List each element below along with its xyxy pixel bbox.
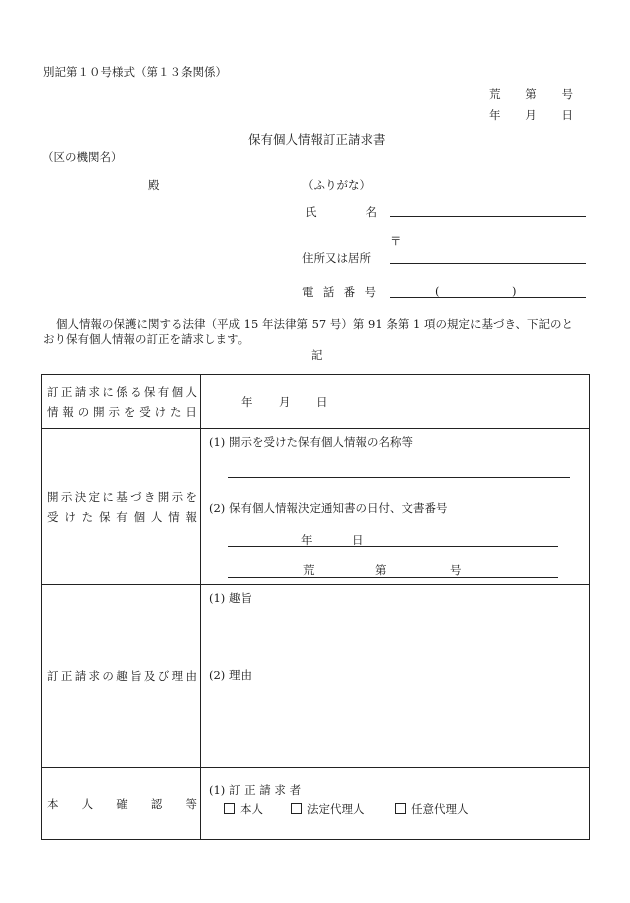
label-disclosed-info-line2 [47, 507, 197, 527]
label-char: 個 [133, 509, 146, 524]
name-field[interactable] [390, 216, 586, 217]
date-day: 日 [561, 108, 573, 122]
checkbox-icon [291, 803, 302, 814]
date-year: 年 [489, 108, 501, 122]
label-char: 正 [60, 669, 73, 683]
label-disclosed-info [42, 429, 201, 585]
r3-reason: (2) 理由 [209, 668, 252, 682]
label-char: る [130, 384, 142, 399]
label-char: の [102, 669, 114, 683]
phone-label-4: 号 [364, 285, 376, 299]
label-char: 有 [116, 509, 128, 524]
label-char: 示 [108, 404, 120, 419]
r2-item2: (2) 保有個人情報決定通知書の日付、文書番号 [209, 501, 448, 515]
label-char: 求 [88, 384, 101, 399]
option-voluntary-rep[interactable] [395, 801, 469, 817]
label-char: 示 [60, 489, 73, 504]
label-correction-reason-line [47, 666, 197, 686]
label-char: 個 [171, 384, 184, 399]
phone-paren-close: ) [512, 284, 517, 298]
label-char: 趣 [116, 669, 128, 683]
label-disclosure-date [42, 375, 201, 429]
label-char: 決 [74, 489, 87, 504]
label-char: 示 [171, 489, 184, 504]
option-legal-rep-label: 法定代理人 [307, 802, 365, 816]
ref-c: 号 [561, 87, 573, 101]
label-char: 訂 [47, 384, 59, 399]
label-identity-check [42, 768, 201, 840]
r2-ref-b: 第 [375, 563, 387, 577]
label-char: 確 [116, 796, 128, 811]
r2-day: 日 [352, 533, 364, 547]
label-char: 理 [171, 669, 184, 683]
phone-paren-open: ( [435, 284, 440, 298]
label-char: 報 [185, 509, 197, 524]
phone-label-2: 話 [322, 285, 335, 299]
cell-correction-reason[interactable] [201, 585, 590, 768]
label-char: 有 [157, 384, 170, 399]
label-char: づ [130, 489, 142, 504]
option-legal-rep[interactable] [291, 801, 365, 817]
label-disclosure-date-line2 [47, 402, 197, 422]
label-char: 請 [74, 669, 87, 683]
option-voluntary-rep-label: 任意代理人 [411, 802, 469, 816]
phone-label-1: 電 [302, 285, 314, 299]
label-char: 由 [185, 669, 197, 683]
option-self-label: 本人 [240, 802, 263, 816]
header-date [489, 107, 573, 123]
r2-item1: (1) 開示を受けた保有個人情報の名称等 [209, 435, 413, 449]
label-char: け [154, 404, 167, 419]
phone-label [302, 284, 376, 300]
postal-mark: 〒 [390, 234, 402, 248]
name-label-1: 氏 [305, 205, 317, 219]
r1-day: 日 [316, 395, 328, 409]
r2-date-field[interactable] [228, 546, 558, 547]
ki-label: 記 [311, 348, 323, 362]
r2-info-name-field[interactable] [228, 477, 570, 478]
checkbox-icon [224, 803, 235, 814]
r1-year: 年 [241, 395, 253, 409]
label-char: 開 [157, 489, 170, 504]
row-disclosed-info [42, 429, 590, 585]
row-identity-check [42, 768, 590, 840]
label-disclosed-info-line1 [47, 487, 197, 507]
label-char: を [185, 489, 197, 504]
label-char: 基 [116, 489, 128, 504]
name-label [305, 204, 377, 220]
label-char: を [123, 404, 136, 419]
cell-disclosed-info [201, 429, 590, 585]
request-table [41, 374, 590, 840]
furigana-label: （ふりがな） [302, 178, 371, 192]
phone-field[interactable] [390, 297, 586, 298]
label-char: た [81, 509, 94, 524]
row-disclosure-date [42, 375, 590, 429]
label-char: び [157, 669, 170, 683]
label-char: 係 [116, 384, 128, 399]
ref-b: 第 [525, 87, 537, 101]
option-self[interactable] [224, 801, 263, 817]
ref-a: 荒 [489, 87, 501, 101]
name-label-2: 名 [365, 205, 377, 219]
label-char: 求 [88, 669, 101, 683]
date-month: 月 [525, 108, 537, 122]
label-char: に [102, 489, 114, 504]
form-title: 保有個人情報訂正請求書 [248, 132, 386, 147]
label-char: 旨 [130, 669, 142, 683]
label-correction-reason [42, 585, 201, 768]
row-correction-reason [42, 585, 590, 768]
cell-disclosure-date[interactable] [201, 375, 590, 429]
r2-year: 年 [301, 533, 313, 547]
address-label: 住所又は居所 [302, 251, 371, 265]
label-char: の [77, 404, 90, 419]
r2-ref-a: 荒 [303, 563, 315, 577]
label-char: 受 [47, 509, 59, 524]
body-text-line2: おり保有個人情報の訂正を請求します。 [43, 332, 250, 346]
label-char: 本 [47, 796, 59, 811]
r3-purpose: (1) 趣旨 [209, 591, 252, 605]
label-char: 人 [81, 796, 94, 811]
address-field[interactable] [390, 263, 586, 264]
reference-number [489, 86, 573, 102]
label-char: 定 [88, 489, 101, 504]
label-char: た [170, 404, 182, 419]
label-char: 人 [150, 509, 163, 524]
label-char: 報 [62, 404, 74, 419]
label-char: 保 [98, 509, 111, 524]
r4-requester: (1) 訂 正 請 求 者 [209, 783, 302, 797]
agency-name: （区の機関名） [42, 150, 123, 164]
r2-ref-field[interactable] [228, 577, 558, 578]
label-char: 受 [139, 404, 151, 419]
body-text-line1: 個人情報の保護に関する法律（平成 15 年法律第 57 号）第 91 条第 1 項の規定に基づき、下記のと [56, 317, 573, 331]
label-char: 正 [60, 384, 73, 399]
label-char: 及 [143, 669, 156, 683]
label-char: 請 [74, 384, 87, 399]
label-char: 訂 [47, 669, 59, 683]
label-char: 日 [185, 404, 197, 419]
addressee: 殿 [148, 178, 160, 192]
label-char: 等 [185, 796, 197, 811]
r2-ref-c: 号 [450, 563, 462, 577]
label-char: 認 [150, 796, 163, 811]
phone-label-3: 番 [343, 285, 356, 299]
label-char: 人 [185, 384, 197, 399]
label-char: き [143, 489, 156, 504]
label-char: け [64, 509, 76, 524]
form-number: 別記第１０号様式（第１３条関係） [43, 65, 227, 79]
label-char: 情 [168, 509, 180, 524]
label-identity-check-line [47, 794, 197, 814]
label-char: に [102, 384, 114, 399]
label-char: 開 [93, 404, 105, 419]
label-disclosure-date-line1 [47, 382, 197, 402]
label-char: 保 [143, 384, 156, 399]
checkbox-icon [395, 803, 406, 814]
label-char: 情 [47, 404, 59, 419]
r1-month: 月 [279, 395, 291, 409]
label-char: 開 [47, 489, 59, 504]
cell-identity-check [201, 768, 590, 840]
